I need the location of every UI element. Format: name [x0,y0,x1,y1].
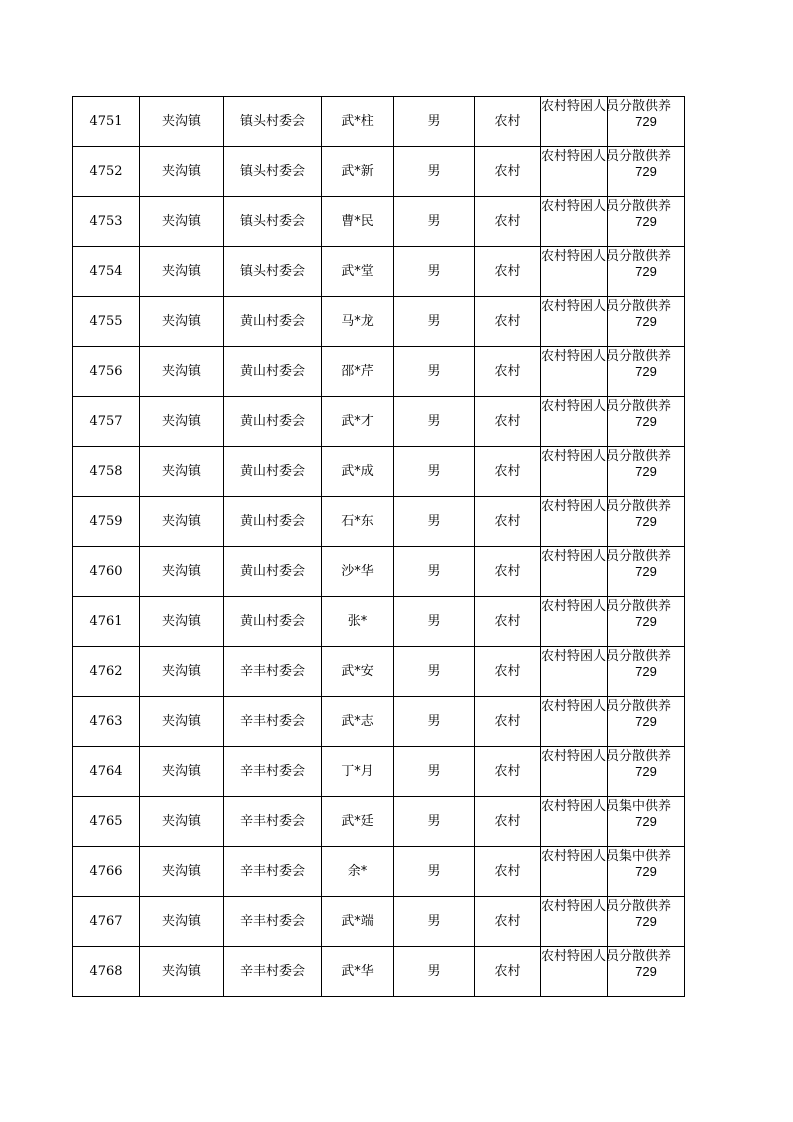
town-cell: 夹沟镇 [140,597,224,647]
serial-number-cell: 4765 [73,797,140,847]
village-committee-cell: 辛丰村委会 [224,897,322,947]
gender-cell: 男 [394,347,475,397]
village-committee-cell: 黄山村委会 [224,547,322,597]
support-category-text: 农村特困人员分散供养 [541,299,672,314]
gender-cell: 男 [394,297,475,347]
town-cell: 夹沟镇 [140,97,224,147]
gender-cell: 男 [394,897,475,947]
person-name-cell: 余* [322,847,394,897]
area-type-cell: 农村 [475,347,541,397]
village-committee-cell: 黄山村委会 [224,397,322,447]
amount-cell: 729 [608,497,685,547]
village-committee-cell: 黄山村委会 [224,347,322,397]
town-cell: 夹沟镇 [140,297,224,347]
serial-number-cell: 4755 [73,297,140,347]
amount-cell: 729 [608,797,685,847]
town-cell: 夹沟镇 [140,647,224,697]
table-row [73,447,685,497]
support-category-text: 农村特困人员分散供养 [541,749,672,764]
records-table [72,96,685,997]
support-category-text: 农村特困人员分散供养 [541,549,672,564]
area-type-cell: 农村 [475,397,541,447]
town-cell: 夹沟镇 [140,347,224,397]
support-category-text: 农村特困人员分散供养 [541,649,672,664]
person-name-cell: 武*才 [322,397,394,447]
table-row [73,847,685,897]
village-committee-cell: 黄山村委会 [224,447,322,497]
amount-cell: 729 [608,847,685,897]
gender-cell: 男 [394,797,475,847]
town-cell: 夹沟镇 [140,847,224,897]
gender-cell: 男 [394,597,475,647]
serial-number-cell: 4759 [73,497,140,547]
village-committee-cell: 辛丰村委会 [224,747,322,797]
town-cell: 夹沟镇 [140,947,224,997]
village-committee-cell: 辛丰村委会 [224,797,322,847]
table-row [73,797,685,847]
serial-number-cell: 4762 [73,647,140,697]
person-name-cell: 武*志 [322,697,394,747]
area-type-cell: 农村 [475,97,541,147]
amount-cell: 729 [608,697,685,747]
village-committee-cell: 黄山村委会 [224,297,322,347]
person-name-cell: 马*龙 [322,297,394,347]
village-committee-cell: 镇头村委会 [224,197,322,247]
table-row [73,547,685,597]
area-type-cell: 农村 [475,947,541,997]
table-row [73,397,685,447]
amount-cell: 729 [608,197,685,247]
area-type-cell: 农村 [475,447,541,497]
serial-number-cell: 4767 [73,897,140,947]
area-type-cell: 农村 [475,547,541,597]
area-type-cell: 农村 [475,847,541,897]
support-category-text: 农村特困人员分散供养 [541,499,672,514]
amount-cell: 729 [608,547,685,597]
amount-cell: 729 [608,247,685,297]
gender-cell: 男 [394,647,475,697]
table-row [73,97,685,147]
area-type-cell: 农村 [475,297,541,347]
area-type-cell: 农村 [475,197,541,247]
amount-cell: 729 [608,297,685,347]
gender-cell: 男 [394,247,475,297]
town-cell: 夹沟镇 [140,497,224,547]
person-name-cell: 武*新 [322,147,394,197]
amount-cell: 729 [608,897,685,947]
amount-cell: 729 [608,97,685,147]
person-name-cell: 丁*月 [322,747,394,797]
serial-number-cell: 4754 [73,247,140,297]
person-name-cell: 武*端 [322,897,394,947]
person-name-cell: 张* [322,597,394,647]
table-row [73,147,685,197]
support-category-text: 农村特困人员分散供养 [541,949,672,964]
area-type-cell: 农村 [475,147,541,197]
village-committee-cell: 黄山村委会 [224,597,322,647]
gender-cell: 男 [394,197,475,247]
table-row [73,947,685,997]
support-category-text: 农村特困人员分散供养 [541,899,672,914]
table-row [73,297,685,347]
table-row [73,497,685,547]
gender-cell: 男 [394,397,475,447]
person-name-cell: 武*成 [322,447,394,497]
amount-cell: 729 [608,747,685,797]
village-committee-cell: 黄山村委会 [224,497,322,547]
support-category-text: 农村特困人员分散供养 [541,599,672,614]
serial-number-cell: 4760 [73,547,140,597]
town-cell: 夹沟镇 [140,697,224,747]
town-cell: 夹沟镇 [140,247,224,297]
serial-number-cell: 4757 [73,397,140,447]
amount-cell: 729 [608,597,685,647]
support-category-text: 农村特困人员分散供养 [541,249,672,264]
serial-number-cell: 4752 [73,147,140,197]
support-category-text: 农村特困人员分散供养 [541,399,672,414]
area-type-cell: 农村 [475,897,541,947]
town-cell: 夹沟镇 [140,797,224,847]
area-type-cell: 农村 [475,697,541,747]
village-committee-cell: 镇头村委会 [224,247,322,297]
gender-cell: 男 [394,547,475,597]
gender-cell: 男 [394,847,475,897]
serial-number-cell: 4753 [73,197,140,247]
support-category-text: 农村特困人员分散供养 [541,699,672,714]
village-committee-cell: 镇头村委会 [224,97,322,147]
gender-cell: 男 [394,447,475,497]
town-cell: 夹沟镇 [140,147,224,197]
person-name-cell: 沙*华 [322,547,394,597]
support-category-text: 农村特困人员分散供养 [541,349,672,364]
records-body [73,97,685,997]
support-category-text: 农村特困人员分散供养 [541,199,672,214]
serial-number-cell: 4758 [73,447,140,497]
table-row [73,597,685,647]
support-category-text: 农村特困人员集中供养 [541,799,672,814]
area-type-cell: 农村 [475,497,541,547]
village-committee-cell: 辛丰村委会 [224,947,322,997]
area-type-cell: 农村 [475,247,541,297]
table-row [73,697,685,747]
person-name-cell: 石*东 [322,497,394,547]
gender-cell: 男 [394,147,475,197]
support-category-text: 农村特困人员集中供养 [541,849,672,864]
support-category-text: 农村特困人员分散供养 [541,99,672,114]
village-committee-cell: 辛丰村委会 [224,847,322,897]
amount-cell: 729 [608,447,685,497]
table-row [73,247,685,297]
support-category-text: 农村特困人员分散供养 [541,149,672,164]
town-cell: 夹沟镇 [140,197,224,247]
amount-cell: 729 [608,397,685,447]
village-committee-cell: 辛丰村委会 [224,697,322,747]
town-cell: 夹沟镇 [140,547,224,597]
area-type-cell: 农村 [475,597,541,647]
table-row [73,897,685,947]
amount-cell: 729 [608,147,685,197]
amount-cell: 729 [608,647,685,697]
table-row [73,197,685,247]
area-type-cell: 农村 [475,647,541,697]
amount-cell: 729 [608,347,685,397]
serial-number-cell: 4768 [73,947,140,997]
gender-cell: 男 [394,947,475,997]
serial-number-cell: 4766 [73,847,140,897]
serial-number-cell: 4751 [73,97,140,147]
table-row [73,647,685,697]
village-committee-cell: 辛丰村委会 [224,647,322,697]
serial-number-cell: 4756 [73,347,140,397]
person-name-cell: 武*堂 [322,247,394,297]
person-name-cell: 武*华 [322,947,394,997]
person-name-cell: 武*安 [322,647,394,697]
gender-cell: 男 [394,97,475,147]
table-row [73,747,685,797]
table-row [73,347,685,397]
town-cell: 夹沟镇 [140,897,224,947]
serial-number-cell: 4764 [73,747,140,797]
town-cell: 夹沟镇 [140,447,224,497]
person-name-cell: 武*廷 [322,797,394,847]
town-cell: 夹沟镇 [140,397,224,447]
support-category-text: 农村特困人员分散供养 [541,449,672,464]
person-name-cell: 武*柱 [322,97,394,147]
person-name-cell: 邵*芹 [322,347,394,397]
person-name-cell: 曹*民 [322,197,394,247]
gender-cell: 男 [394,497,475,547]
area-type-cell: 农村 [475,747,541,797]
amount-cell: 729 [608,947,685,997]
serial-number-cell: 4763 [73,697,140,747]
area-type-cell: 农村 [475,797,541,847]
village-committee-cell: 镇头村委会 [224,147,322,197]
gender-cell: 男 [394,697,475,747]
town-cell: 夹沟镇 [140,747,224,797]
gender-cell: 男 [394,747,475,797]
serial-number-cell: 4761 [73,597,140,647]
